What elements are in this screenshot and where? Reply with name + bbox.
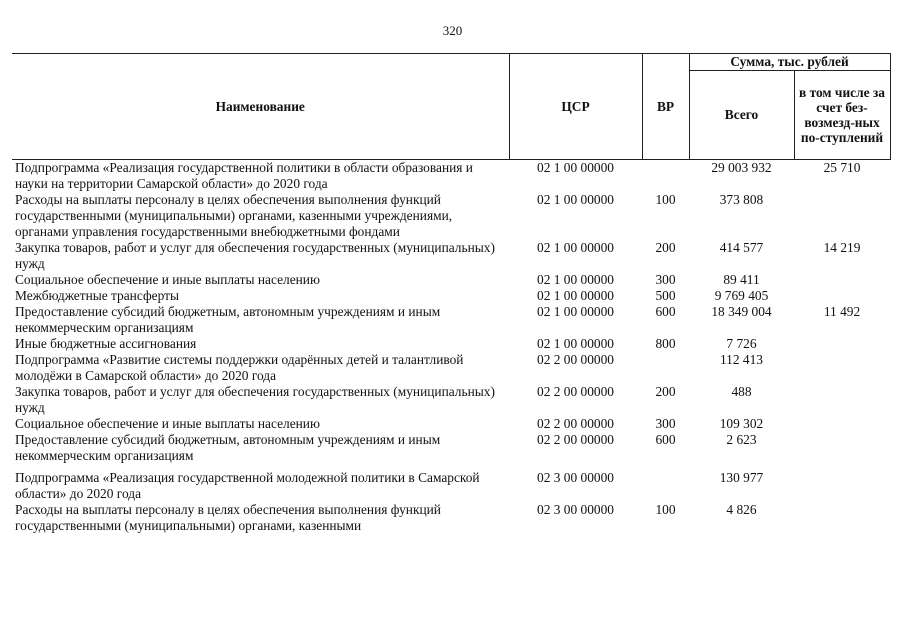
row-total: 488 bbox=[731, 384, 752, 399]
row-name: Закупка товаров, работ и услуг для обеспечения государственных (муниципальных) нужд bbox=[15, 240, 495, 271]
row-csr: 02 2 00 00000 bbox=[537, 416, 614, 431]
row-incl bbox=[794, 464, 890, 502]
row-csr: 02 2 00 00000 bbox=[537, 432, 614, 447]
row-vr: 600 bbox=[655, 304, 676, 319]
row-incl bbox=[794, 336, 890, 352]
row-incl bbox=[794, 288, 890, 304]
table-row bbox=[12, 502, 890, 534]
table-header bbox=[12, 54, 890, 160]
row-total: 4 826 bbox=[726, 502, 757, 517]
table-row bbox=[12, 352, 890, 384]
row-incl: 25 710 bbox=[823, 160, 861, 175]
row-vr bbox=[642, 160, 689, 193]
table-row bbox=[12, 416, 890, 432]
row-name: Расходы на выплаты персоналу в целях обеспечения выполнения функций государственными (муниципальными) органами, казенными учреждениями, органами управления государственными внебюджетными фондами bbox=[15, 192, 453, 239]
row-vr: 100 bbox=[655, 192, 676, 207]
row-total: 130 977 bbox=[719, 470, 764, 485]
row-csr: 02 1 00 00000 bbox=[537, 240, 614, 255]
row-csr: 02 1 00 00000 bbox=[537, 160, 614, 175]
row-vr: 300 bbox=[655, 272, 676, 287]
row-vr bbox=[642, 464, 689, 502]
row-incl bbox=[794, 352, 890, 384]
table-row bbox=[12, 336, 890, 352]
row-name: Закупка товаров, работ и услуг для обеспечения государственных (муниципальных) нужд bbox=[15, 384, 495, 415]
row-total: 9 769 405 bbox=[714, 288, 769, 303]
row-csr: 02 1 00 00000 bbox=[537, 304, 614, 319]
row-total: 29 003 932 bbox=[711, 160, 772, 175]
row-total: 7 726 bbox=[726, 336, 757, 351]
header-vr: ВР bbox=[642, 54, 689, 160]
header-sum: Сумма, тыс. рублей bbox=[689, 54, 890, 71]
row-csr: 02 1 00 00000 bbox=[537, 288, 614, 303]
row-incl: 14 219 bbox=[823, 240, 861, 255]
row-total: 2 623 bbox=[726, 432, 757, 447]
row-name: Социальное обеспечение и иные выплаты населению bbox=[15, 416, 320, 431]
row-name: Предоставление субсидий бюджетным, автономным учреждениям и иным некоммерческим организациям bbox=[15, 304, 441, 335]
header-name: Наименование bbox=[12, 54, 509, 160]
row-vr: 500 bbox=[655, 288, 676, 303]
row-csr: 02 2 00 00000 bbox=[537, 352, 614, 367]
row-vr: 600 bbox=[655, 432, 676, 447]
page-number: 320 bbox=[442, 23, 463, 38]
row-name: Подпрограмма «Развитие системы поддержки одарённых детей и талантливой молодёжи в Самарской области» до 2020 года bbox=[15, 352, 464, 383]
table-row bbox=[12, 160, 890, 193]
row-total: 18 349 004 bbox=[711, 304, 772, 319]
row-vr: 200 bbox=[655, 384, 676, 399]
row-incl bbox=[794, 416, 890, 432]
row-name: Подпрограмма «Реализация государственной молодежной политики в Самарской области» до 2020 года bbox=[15, 470, 480, 501]
row-vr: 200 bbox=[655, 240, 676, 255]
row-vr: 100 bbox=[655, 502, 676, 517]
row-incl bbox=[794, 384, 890, 416]
header-incl: в том числе за счет без-возмезд-ных по-ступлений bbox=[794, 71, 890, 160]
table-row bbox=[12, 192, 890, 240]
row-incl bbox=[794, 432, 890, 464]
row-incl bbox=[794, 272, 890, 288]
table-row bbox=[12, 288, 890, 304]
row-name: Социальное обеспечение и иные выплаты населению bbox=[15, 272, 320, 287]
row-name: Иные бюджетные ассигнования bbox=[15, 336, 197, 351]
row-name: Межбюджетные трансферты bbox=[15, 288, 179, 303]
row-total: 112 413 bbox=[719, 352, 764, 367]
row-incl bbox=[794, 502, 890, 534]
row-csr: 02 1 00 00000 bbox=[537, 192, 614, 207]
table-row bbox=[12, 384, 890, 416]
row-csr: 02 3 00 00000 bbox=[537, 502, 614, 517]
table-row bbox=[12, 240, 890, 272]
header-csr: ЦСР bbox=[509, 54, 642, 160]
budget-table bbox=[12, 53, 891, 534]
row-name: Подпрограмма «Реализация государственной политики в области образования и науки на территории Самарской области» до 2020 года bbox=[15, 160, 473, 191]
row-csr: 02 1 00 00000 bbox=[537, 336, 614, 351]
table-body bbox=[12, 160, 890, 535]
row-csr: 02 3 00 00000 bbox=[537, 470, 614, 485]
table-row bbox=[12, 304, 890, 336]
row-total: 373 808 bbox=[719, 192, 764, 207]
row-incl: 11 492 bbox=[823, 304, 861, 319]
row-name: Расходы на выплаты персоналу в целях обеспечения выполнения функций государственными (муниципальными) органами, казенными bbox=[15, 502, 441, 533]
table-row bbox=[12, 432, 890, 464]
row-name: Предоставление субсидий бюджетным, автономным учреждениям и иным некоммерческим организациям bbox=[15, 432, 441, 463]
row-vr: 800 bbox=[655, 336, 676, 351]
row-total: 89 411 bbox=[723, 272, 760, 287]
header-total: Всего bbox=[689, 71, 794, 160]
row-csr: 02 1 00 00000 bbox=[537, 272, 614, 287]
row-vr: 300 bbox=[655, 416, 676, 431]
table-row bbox=[12, 272, 890, 288]
table-row bbox=[12, 464, 890, 502]
row-csr: 02 2 00 00000 bbox=[537, 384, 614, 399]
row-incl bbox=[794, 192, 890, 240]
row-total: 109 302 bbox=[719, 416, 764, 431]
row-total: 414 577 bbox=[719, 240, 764, 255]
row-vr bbox=[642, 352, 689, 384]
